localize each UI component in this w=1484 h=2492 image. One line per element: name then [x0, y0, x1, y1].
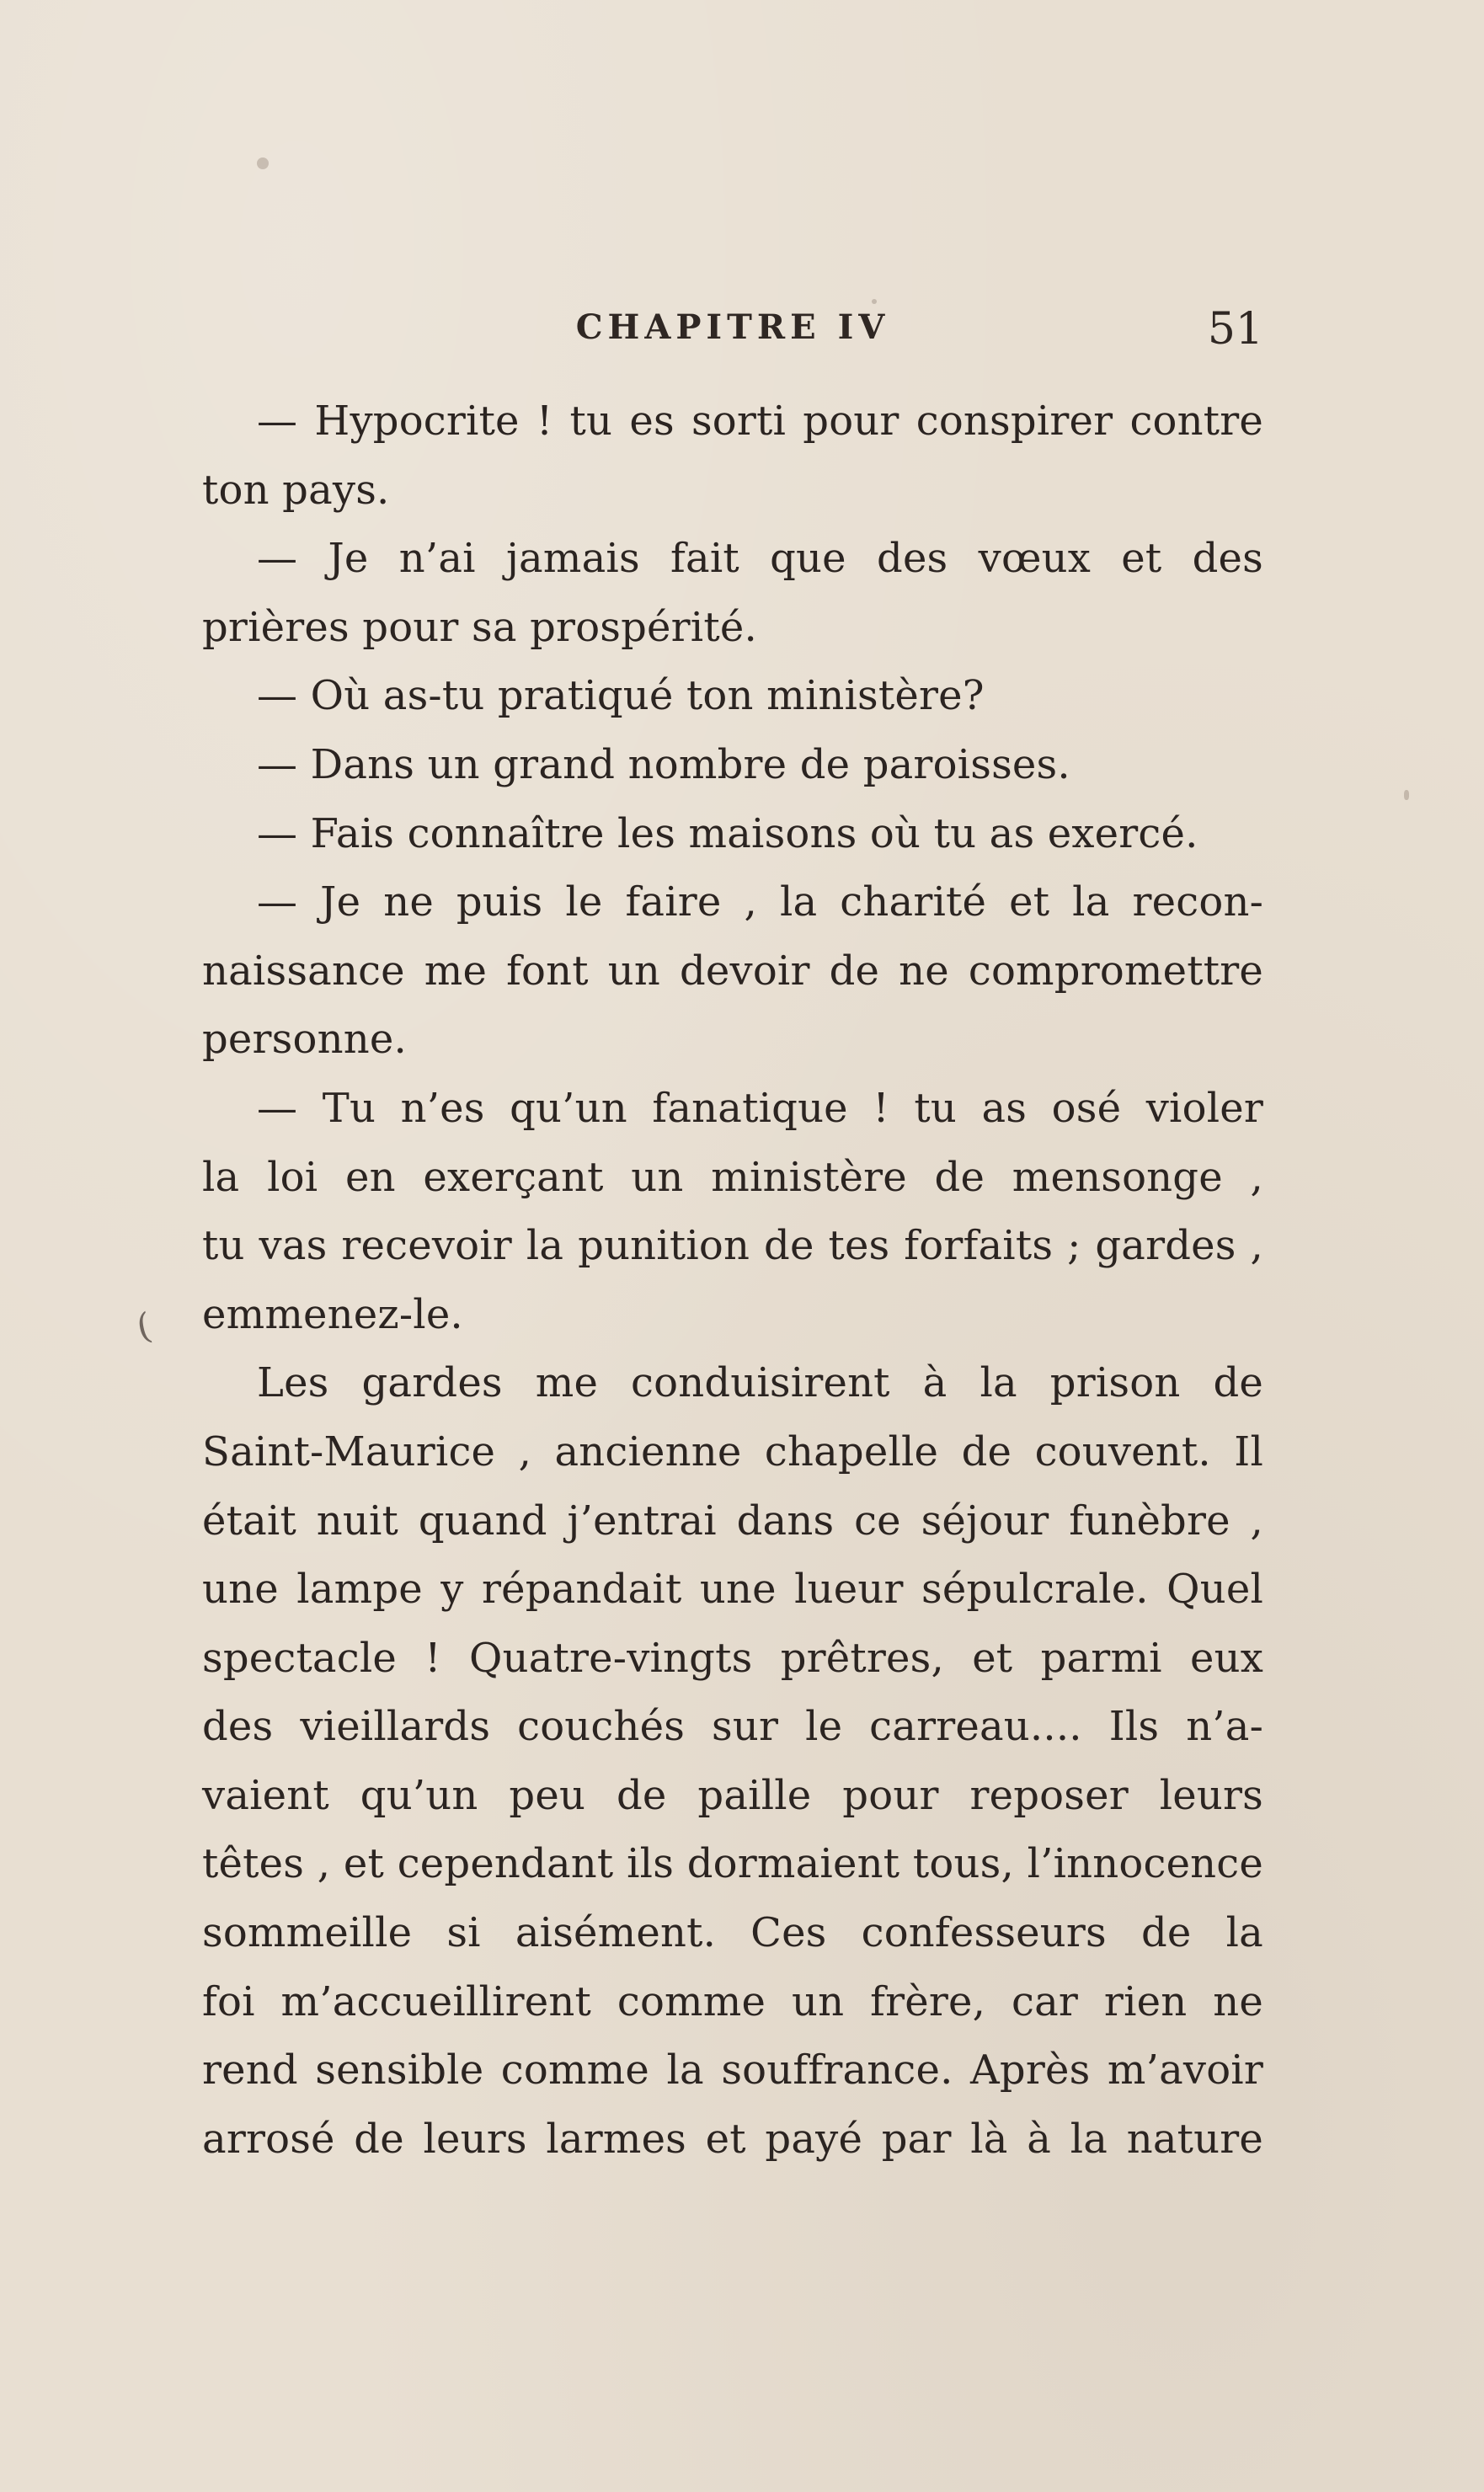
text-line: foi m’accueillirent comme un frère, car rien ne	[202, 1977, 1263, 2025]
text-line: prières pour sa prospérité.	[202, 603, 757, 651]
text-line: la loi en exerçant un ministère de mensonge ,	[202, 1153, 1263, 1201]
text-line: naissance me font un devoir de ne compromettre	[202, 947, 1263, 995]
text-line: rend sensible comme la souffrance. Après m’avoir	[202, 2046, 1263, 2094]
margin-mark: (	[132, 1305, 156, 1348]
text-line: — Je n’ai jamais fait que des vœux et des	[257, 535, 1263, 583]
text-line: était nuit quand j’entrai dans ce séjour funèbre ,	[202, 1497, 1263, 1545]
paper-speck	[1404, 790, 1409, 800]
text-line: Les gardes me conduisirent à la prison de	[257, 1359, 1263, 1407]
paper-speck	[257, 157, 269, 169]
text-line: une lampe y répandait une lueur sépulcrale. Quel	[202, 1566, 1263, 1614]
text-line: personne.	[202, 1016, 407, 1064]
text-line: emmenez-le.	[202, 1290, 463, 1338]
text-line: vaient qu’un peu de paille pour reposer leurs	[202, 1771, 1263, 1819]
text-line: spectacle ! Quatre-vingts prêtres, et parmi eux	[202, 1634, 1263, 1682]
text-line: arrosé de leurs larmes et payé par là à la nature	[202, 2115, 1263, 2163]
chapter-heading: CHAPITRE IV	[575, 307, 890, 347]
text-line: sommeille si aisément. Ces confesseurs de la	[202, 1909, 1263, 1957]
page-number: 51	[1207, 304, 1263, 355]
text-line: — Dans un grand nombre de paroisses.	[257, 740, 1070, 788]
text-line: — Tu n’es qu’un fanatique ! tu as osé violer	[257, 1084, 1263, 1132]
text-line: des vieillards couchés sur le carreau.... Ils n’a-	[202, 1703, 1263, 1751]
text-line: ton pays.	[202, 466, 390, 514]
text-body	[202, 387, 1263, 2174]
text-line: — Hypocrite ! tu es sorti pour conspirer contre	[257, 398, 1263, 445]
text-line: Saint-Maurice , ancienne chapelle de couvent. Il	[202, 1427, 1263, 1475]
text-line: — Fais connaître les maisons où tu as exercé.	[257, 809, 1198, 857]
text-line: têtes , et cependant ils dormaient tous, l’innocence	[202, 1840, 1263, 1888]
text-line: — Où as-tu pratiqué ton ministère?	[257, 672, 985, 720]
text-line: tu vas recevoir la punition de tes forfaits ; gardes ,	[202, 1222, 1263, 1270]
text-line: — Je ne puis le faire , la charité et la recon-	[257, 878, 1263, 926]
running-head	[202, 304, 1263, 366]
paper-speck	[872, 299, 877, 304]
